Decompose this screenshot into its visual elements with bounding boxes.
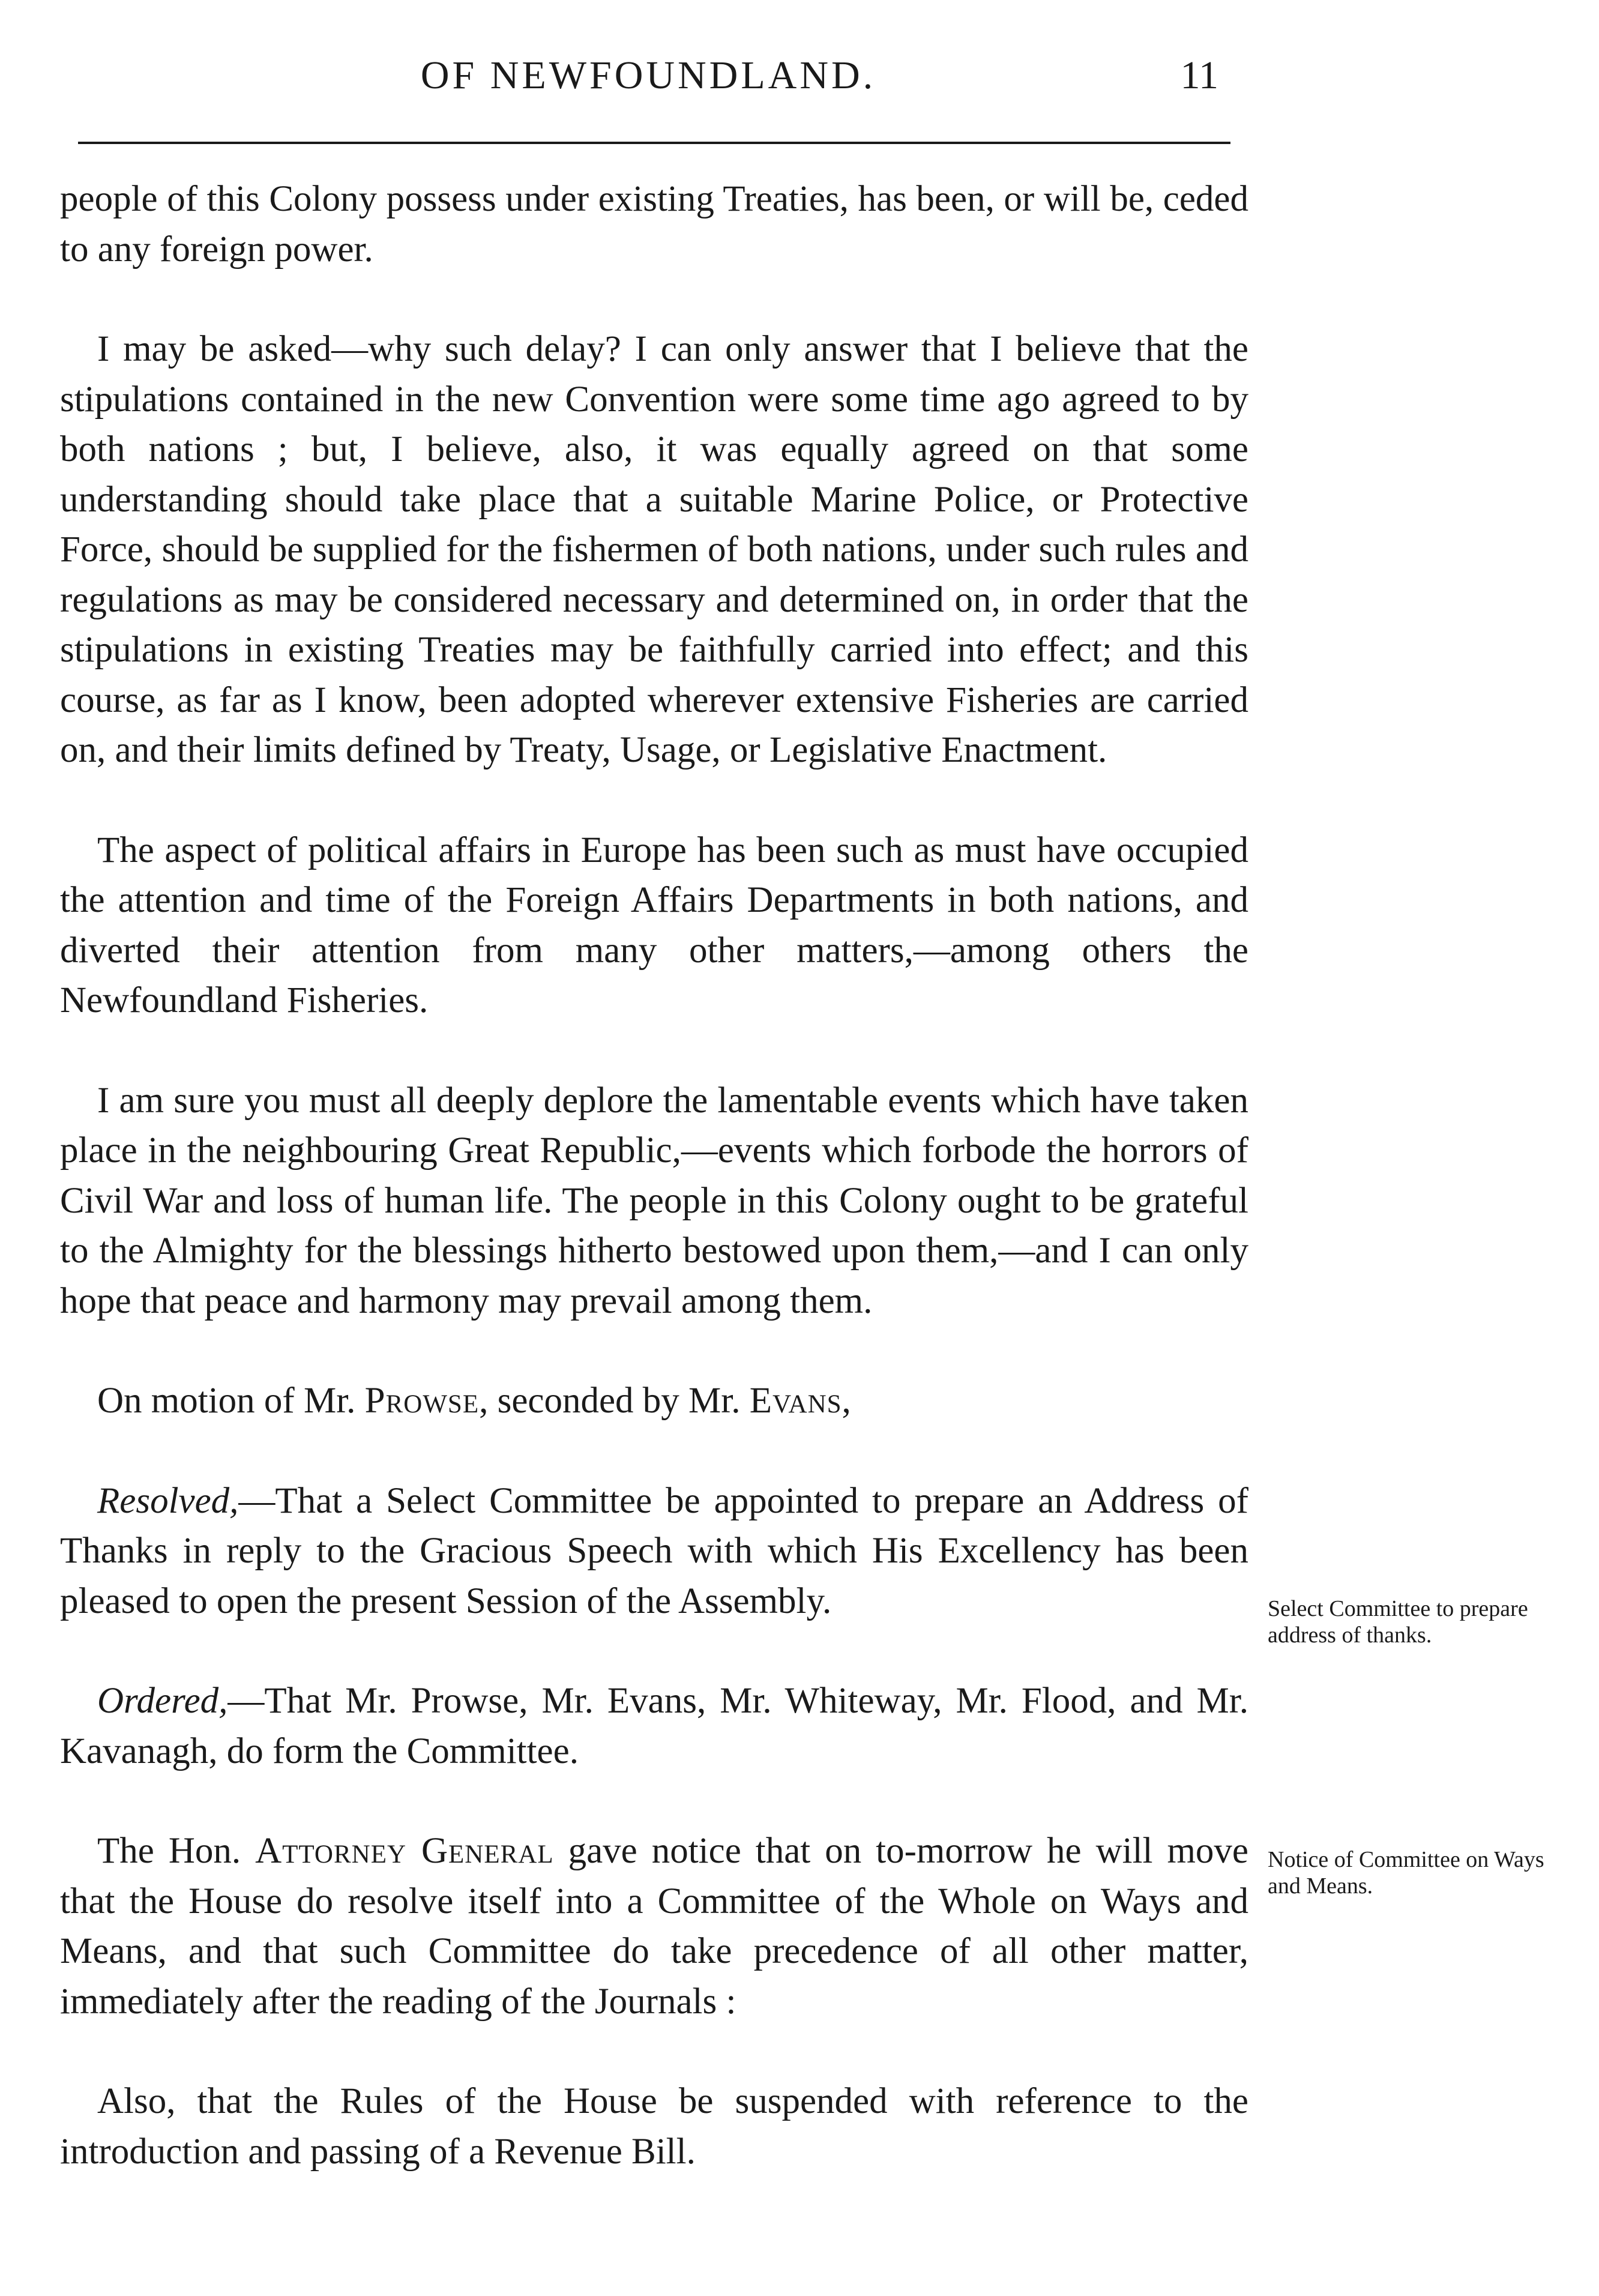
page-number: 11	[1180, 53, 1218, 97]
ordered-text: —That Mr. Prowse, Mr. Evans, Mr. Whiteway, Mr. Flood, and Mr. Kavanagh, do form the Committee.	[60, 1681, 1248, 1771]
margin-note-ways-and-means: Notice of Committee on Ways and Means.	[1268, 1847, 1544, 1899]
paragraph-delay: I may be asked—why such delay? I can only answer that I believe that the stipulations contained in the new Convention were some time ago agreed to by both nations ; but, I believe, also, it was equally agreed on that some understanding should take place that a suitable Marine Police, or Protective Force, should be supplied for the fishermen of both nations, under such rules and regulations as may be considered necessary and determined on, in order that the stipulations in existing Treaties may be faithfully carried into effect; and this course, as far as I know, been adopted wherever extensive Fisheries are carried on, and their limits defined by Treaty, Usage, or Legislative Enactment.	[60, 329, 1248, 770]
motion-suffix: ,	[842, 1381, 851, 1421]
notice-text: gave notice that on to-morrow he will move that the House do resolve itself into a Committee of the Whole on Ways and Means, and that such Committee do take precedence of all other matter, immediately after the reading of the Journals :	[60, 1831, 1248, 2022]
officer-name: Attorney General	[255, 1831, 554, 1871]
paragraph-motion	[60, 1376, 1248, 1426]
motion-middle: , seconded by Mr.	[479, 1381, 750, 1421]
paragraph-republic: I am sure you must all deeply deplore the lamentable events which have taken place in the neighbouring Great Republic,—events which forbode the horrors of Civil War and loss of human life. The people in this Colony ought to be grateful to the Almighty for the blessings hitherto bestowed upon them,—and I can only hope that peace and harmony may prevail among them.	[60, 1080, 1248, 1321]
running-header	[60, 53, 1236, 107]
ordered-lead: Ordered,	[97, 1681, 228, 1721]
paragraph-europe: The aspect of political affairs in Europe has been such as must have occupied the attention and time of the Foreign Affairs Departments in both nations, and diverted their attention from many other matters,—among others the Newfoundland Fisheries.	[60, 830, 1248, 1020]
running-title: OF NEWFOUNDLAND.	[420, 53, 876, 97]
paragraph-rules: Also, that the Rules of the House be suspended with reference to the introduction and passing of a Revenue Bill.	[60, 2081, 1248, 2172]
resolved-lead: Resolved,	[97, 1480, 239, 1521]
notice-prefix: The Hon.	[97, 1831, 256, 1871]
paragraph-notice	[60, 1826, 1248, 2026]
mover-name: Prowse	[364, 1381, 480, 1421]
margin-note-select-committee: Select Committee to prepare address of thanks.	[1268, 1596, 1528, 1648]
paragraph-resolved	[60, 1476, 1248, 1627]
body-text	[60, 174, 1248, 2177]
seconder-name: Evans	[749, 1381, 842, 1421]
paragraph-continuation: people of this Colony possess under existing Treaties, has been, or will be, ceded to any foreign power.	[60, 179, 1248, 270]
motion-prefix: On motion of Mr.	[97, 1381, 365, 1421]
resolved-text: —That a Select Committee be appointed to prepare an Address of Thanks in reply to the Gracious Speech with which His Excellency has been pleased to open the present Session of the Assembly.	[60, 1480, 1248, 1621]
paragraph-ordered	[60, 1676, 1248, 1776]
header-rule	[78, 142, 1230, 144]
